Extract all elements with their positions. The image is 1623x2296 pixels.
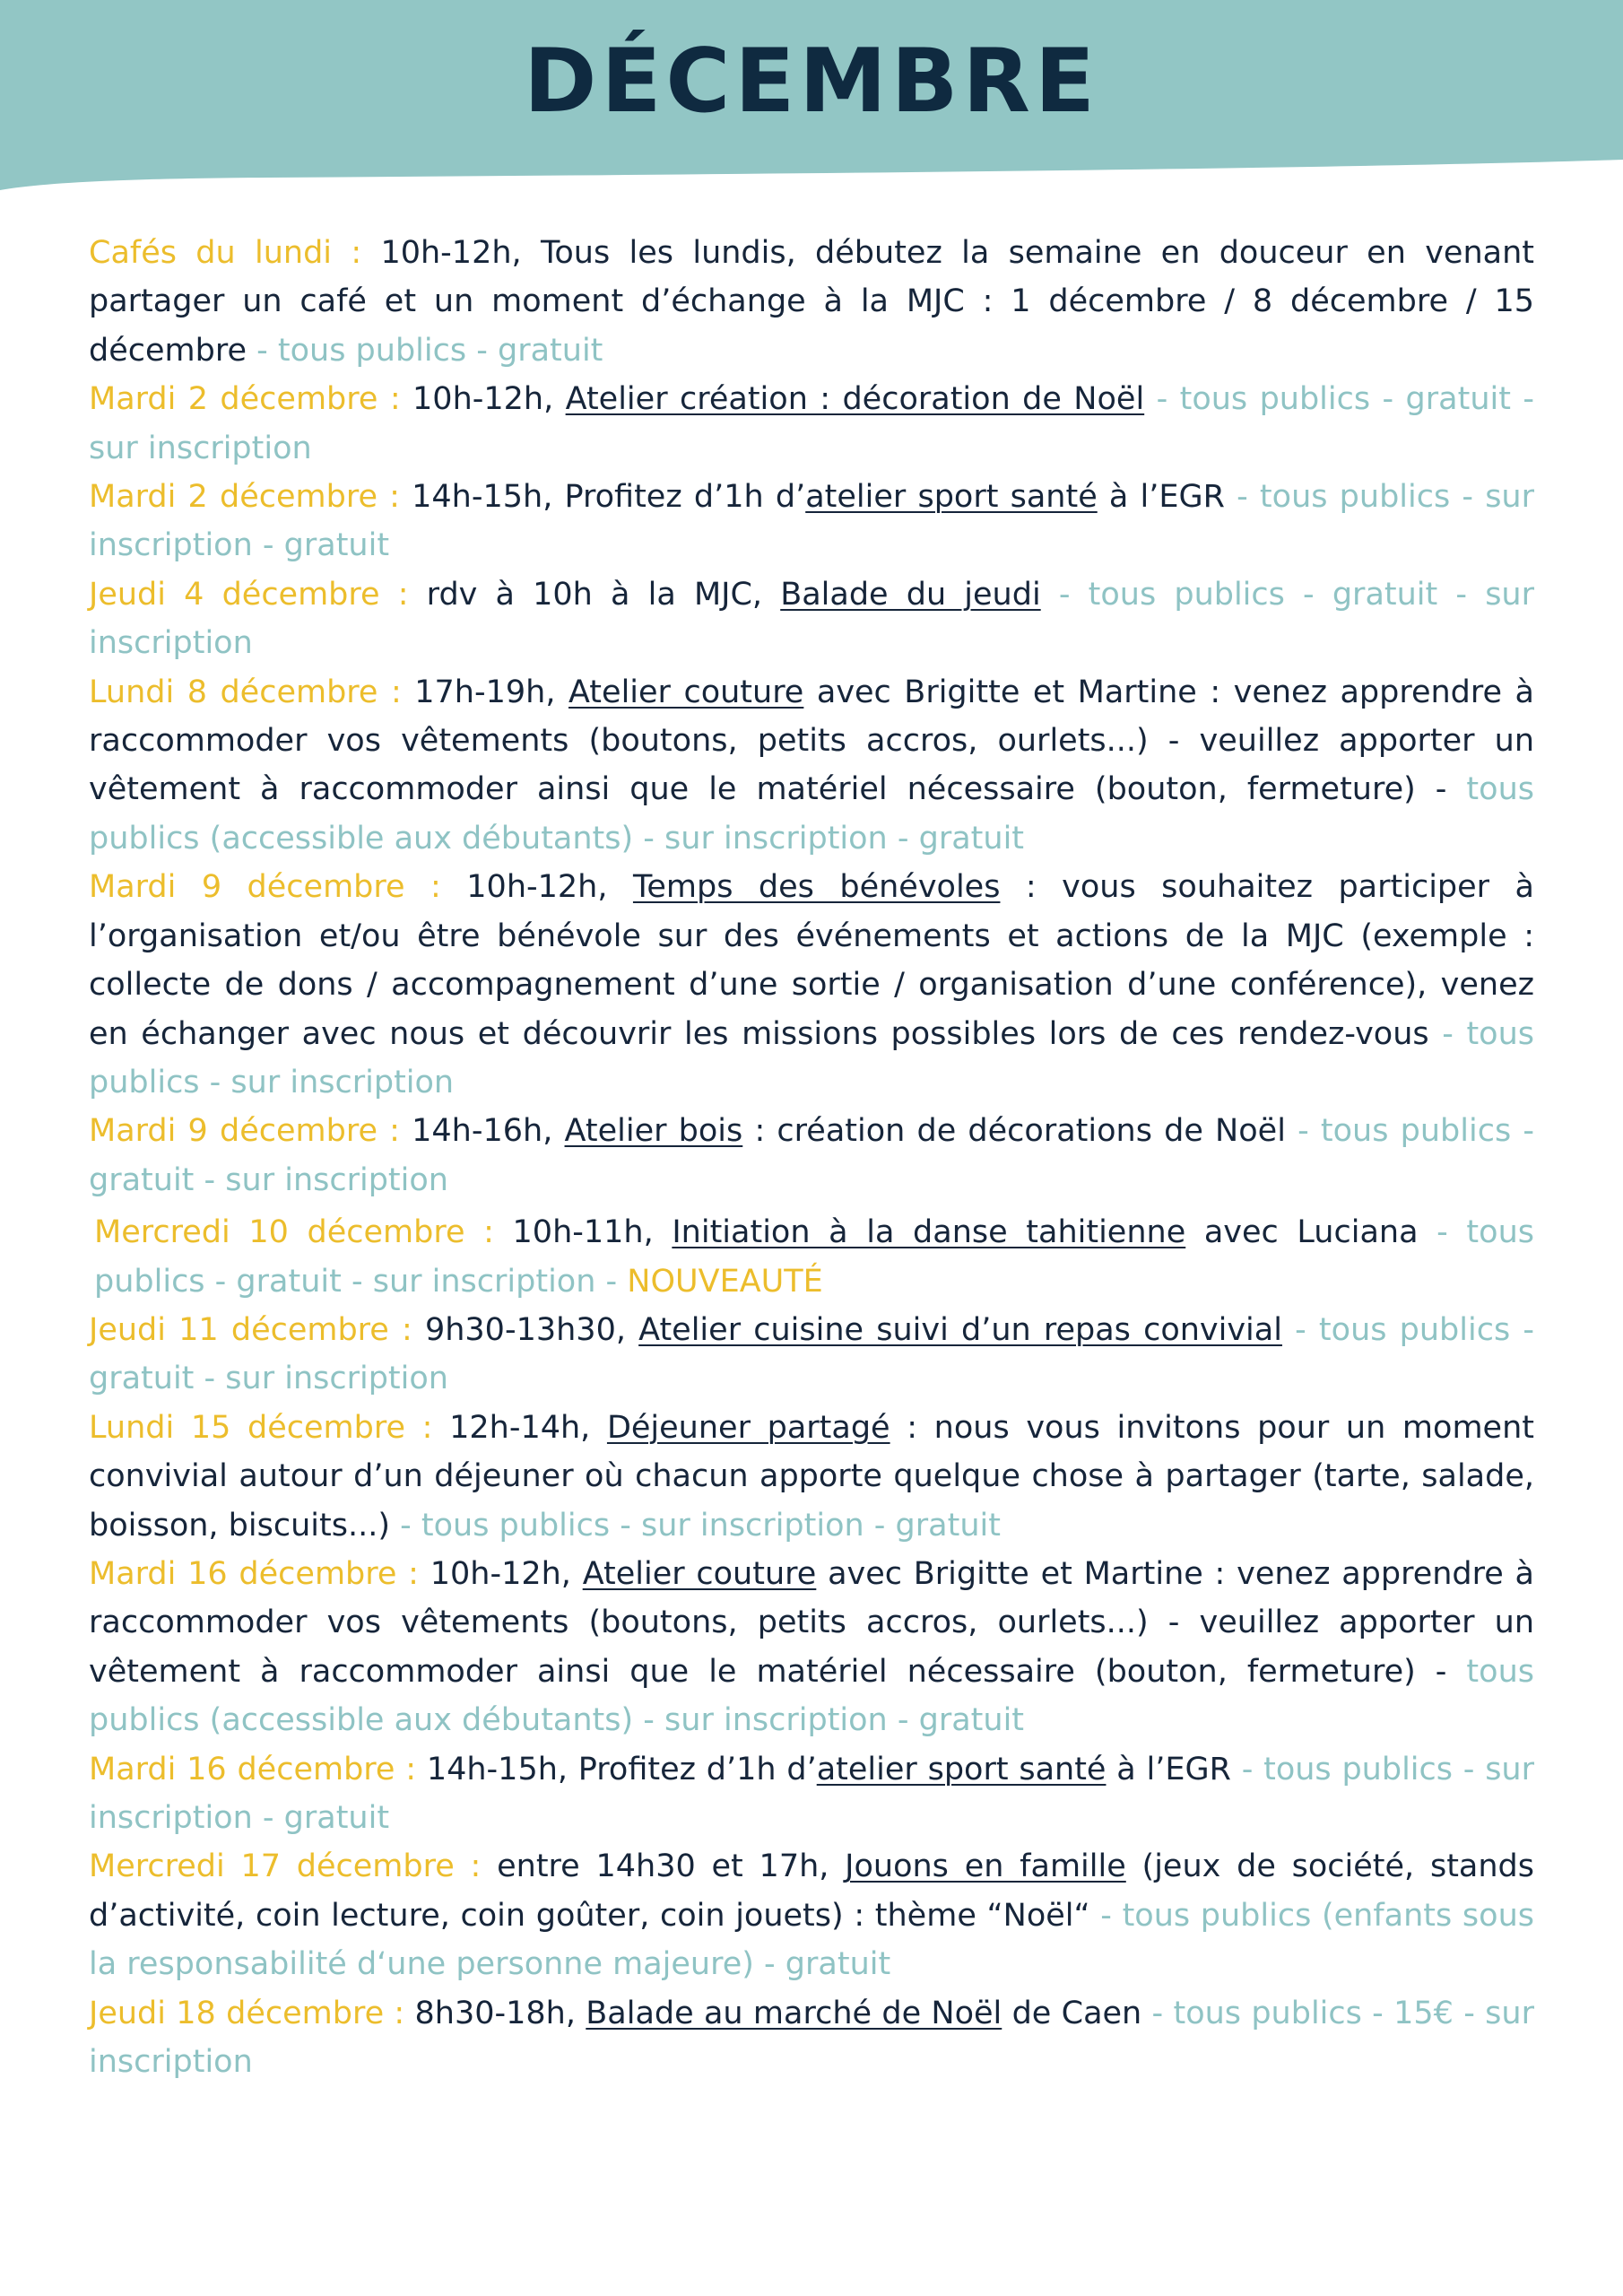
event-text: 10h-12h, Tous les lundis, débutez la semaine en douceur en venant partager un café et un moment d’échange à la MJC : 1 décembre / 8 décembre / 15 décembre: [89, 235, 1534, 369]
event-link[interactable]: Atelier bois: [564, 1113, 743, 1150]
event-item: [89, 1989, 1534, 2087]
event-date: Mercredi 10 décembre :: [94, 1214, 494, 1251]
event-link[interactable]: Initiation à la danse tahitienne: [672, 1214, 1186, 1251]
event-date: Mardi 16 décembre :: [89, 1751, 417, 1787]
event-date: Jeudi 11 décembre :: [89, 1311, 412, 1348]
event-link[interactable]: Jouons en famille: [845, 1848, 1126, 1885]
event-item: [89, 1404, 1534, 1550]
event-item: [89, 1842, 1534, 1988]
event-text-after: : vous souhaitez participer à l’organisation et/ou être bénévole sur des événements et actions de la MJC (exemple : collecte de dons / accompagnement d’une sortie / organisation d’une conférence), venez en échanger avec nous et découvrir les missions possibles lors de ces rendez-vous: [89, 869, 1534, 1052]
event-text: 10h-12h,: [400, 381, 566, 418]
event-date: Lundi 15 décembre :: [89, 1409, 433, 1446]
event-item: [89, 1550, 1534, 1745]
event-text: rdv à 10h à la MJC,: [408, 576, 781, 613]
event-item: [89, 570, 1534, 668]
header-banner: [0, 0, 1623, 193]
event-text: 17h-19h,: [401, 674, 568, 710]
event-link[interactable]: Balade du jeudi: [780, 576, 1041, 613]
new-badge: NOUVEAUTÉ: [627, 1263, 823, 1300]
event-text: 9h30-13h30,: [412, 1311, 639, 1348]
event-text: 14h-16h,: [399, 1113, 565, 1150]
page-title: DÉCEMBRE: [524, 30, 1099, 133]
event-link[interactable]: Atelier couture: [582, 1555, 817, 1592]
event-link[interactable]: atelier sport santé: [805, 479, 1098, 516]
event-audience: - tous publics - gratuit - sur inscription: [89, 1113, 1535, 1198]
event-item: [89, 668, 1534, 864]
event-link[interactable]: Balade au marché de Noël: [586, 1995, 1002, 2031]
event-item: [89, 1208, 1534, 1306]
events-list: [89, 229, 1534, 2086]
event-date: Jeudi 4 décembre :: [89, 576, 409, 613]
event-audience: - tous publics (enfants sous la responsabilité d‘une personne majeure) - gratuit: [89, 1897, 1534, 1983]
event-text: 10h-12h,: [440, 869, 633, 906]
event-text: 8h30-18h,: [404, 1995, 586, 2031]
event-item: [89, 1107, 1534, 1205]
event-audience: - tous publics - 15€ - sur inscription: [89, 1995, 1534, 2081]
event-audience: tous publics (accessible aux débutants) - sur inscription - gratuit: [89, 1653, 1534, 1739]
event-text: 10h-11h,: [493, 1214, 673, 1251]
event-audience: - tous publics - gratuit - sur inscription -: [94, 1214, 1534, 1300]
event-text-after: de Caen: [1002, 1995, 1142, 2031]
event-text-after: à l’EGR: [1097, 479, 1225, 516]
event-date: Cafés du lundi :: [89, 235, 362, 271]
event-audience: - tous publics - gratuit - sur inscription: [89, 1311, 1534, 1397]
event-audience: - tous publics - sur inscription - gratuit: [390, 1507, 1001, 1544]
event-item: [89, 863, 1534, 1107]
event-text: 14h-15h, Profitez d’1h d’: [399, 479, 806, 516]
event-link[interactable]: Atelier couture: [568, 674, 804, 710]
event-date: Mardi 9 décembre :: [89, 869, 441, 906]
event-text: 14h-15h, Profitez d’1h d’: [416, 1751, 817, 1787]
event-text-after: avec Luciana: [1185, 1214, 1419, 1251]
event-item: [89, 473, 1534, 570]
event-audience: tous publics (accessible aux débutants) - sur inscription - gratuit: [89, 771, 1534, 857]
event-audience: - tous publics - sur inscription: [89, 1015, 1535, 1100]
event-link[interactable]: Déjeuner partagé: [606, 1409, 890, 1446]
event-link[interactable]: Temps des bénévoles: [632, 869, 1001, 906]
event-link[interactable]: Atelier création : décoration de Noël: [565, 381, 1145, 418]
event-text-after: : nous vous invitons pour un moment convivial autour d’un déjeuner où chacun apporte quelque chose à partager (tarte, salade, boisson, biscuits...): [89, 1409, 1534, 1544]
event-text-after: avec Brigitte et Martine : venez apprendre à raccommoder vos vêtements (boutons, petits accros, ourlets...) - veuillez apporter un vêtement à raccommoder ainsi que le matériel nécessaire (bouton, fermeture) -: [89, 674, 1535, 808]
event-date: Mercredi 17 décembre :: [89, 1848, 482, 1885]
event-date: Lundi 8 décembre :: [89, 674, 402, 710]
event-date: Jeudi 18 décembre :: [89, 1995, 405, 2031]
event-text-after: à l’EGR: [1106, 1751, 1231, 1787]
event-audience: - tous publics - sur inscription - gratuit: [89, 1751, 1534, 1836]
event-audience: - tous publics - sur inscription - gratuit: [89, 479, 1535, 564]
event-item: [89, 1745, 1534, 1843]
event-date: Mardi 16 décembre :: [89, 1555, 419, 1592]
event-text-after: (jeux de société, stands d’activité, coin lecture, coin goûter, coin jouets) : thème “Noël“: [89, 1848, 1534, 1934]
event-audience: - tous publics - gratuit - sur inscription: [89, 381, 1534, 466]
event-link[interactable]: atelier sport santé: [816, 1751, 1107, 1787]
event-text: entre 14h30 et 17h,: [481, 1848, 846, 1885]
event-audience: - tous publics - gratuit - sur inscription: [89, 576, 1534, 662]
event-date: Mardi 9 décembre :: [89, 1113, 400, 1150]
event-text: 12h-14h,: [432, 1409, 607, 1446]
event-link[interactable]: Atelier cuisine suivi d’un repas convivial: [638, 1311, 1282, 1348]
event-text: 10h-12h,: [418, 1555, 583, 1592]
event-audience: - tous publics - gratuit: [247, 332, 603, 369]
event-text-after: : création de décorations de Noël: [742, 1113, 1286, 1150]
event-item: [89, 375, 1534, 473]
event-date: Mardi 2 décembre :: [89, 479, 400, 516]
event-date: Mardi 2 décembre :: [89, 381, 401, 418]
event-item: [89, 229, 1534, 375]
event-text-after: avec Brigitte et Martine : venez apprendre à raccommoder vos vêtements (boutons, petits accros, ourlets...) - veuillez apporter un vêtement à raccommoder ainsi que le matériel nécessaire (bouton, fermeture) -: [89, 1555, 1534, 1690]
event-item: [89, 1306, 1534, 1404]
